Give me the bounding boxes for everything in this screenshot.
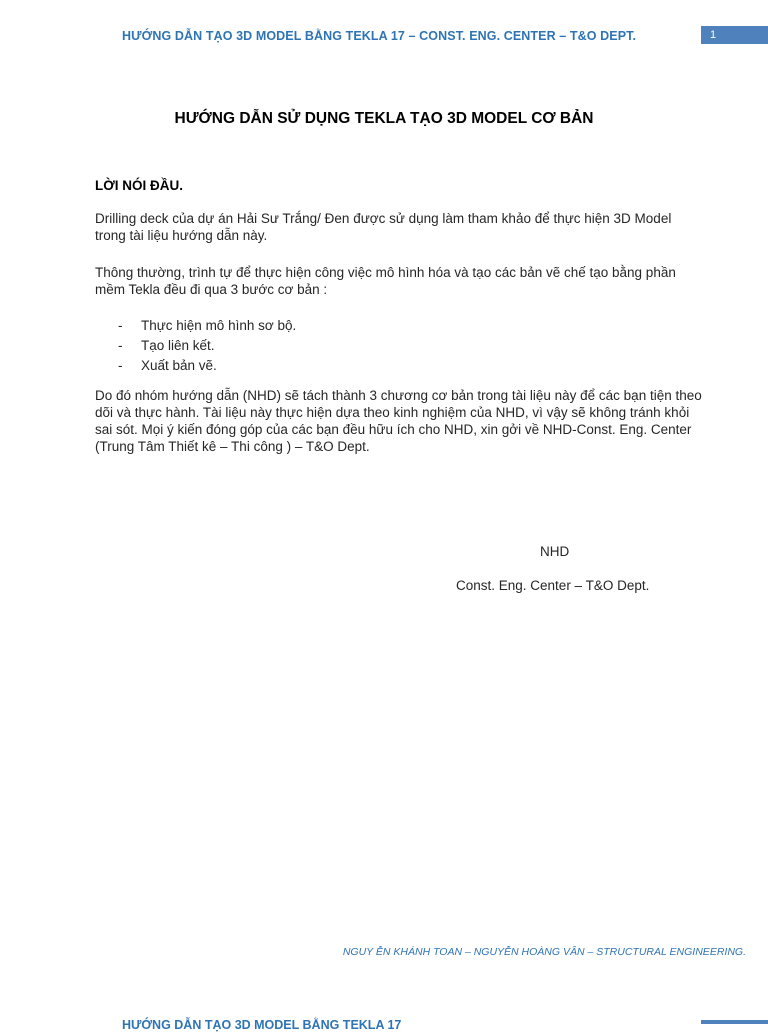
signature-organization: Const. Eng. Center – T&O Dept. (456, 578, 650, 593)
document-title: HƯỚNG DẪN SỬ DỤNG TEKLA TẠO 3D MODEL CƠ BẢN (174, 110, 594, 127)
next-page-edge (0, 1018, 768, 1032)
next-page-header-title: HƯỚNG DẪN TẠO 3D MODEL BẰNG TEKLA 17 (122, 1018, 402, 1032)
steps-list (118, 316, 296, 376)
list-item: - Thực hiện mô hình sơ bộ. (118, 316, 296, 336)
signature-name: NHD (540, 544, 570, 559)
page-header (0, 26, 768, 48)
paragraph-intro: Drilling deck của dự án Hải Sư Trắng/ Đen được sử dụng làm tham khảo để thực hiện 3D Model trong tài liệu hướng dẫn này. (95, 211, 672, 243)
page-footer: NGUY ỄN KHÁNH TOAN – NGUYỄN HOÀNG VÂN – STRUCTURAL ENGINEERING. (342, 946, 746, 958)
page-number-badge: 1 (701, 26, 768, 44)
paragraph-chapters: Do đó nhóm hướng dẫn (NHD) sẽ tách thành 3 chương cơ bản trong tài liệu này để các bạn tiện theo dõi và thực hành. Tài liệu này thực hiện dựa theo kinh nghiệm của NHD, vì vậy sẽ không tránh khỏi sai sót. Mọi ý kiến đóng góp của các bạn đều hữu ích cho NHD, xin gởi về NHD-Const. Eng. Center (Trung Tâm Thiết kê – Thi công ) – T&O Dept. (95, 388, 702, 454)
next-page-number-badge (701, 1020, 768, 1024)
list-item: - Tạo liên kết. (118, 336, 296, 356)
paragraph-process: Thông thường, trình tự để thực hiện công việc mô hình hóa và tạo các bản vẽ chế tạo bằng phần mềm Tekla đều đi qua 3 bước cơ bản : (95, 265, 676, 297)
header-title: HƯỚNG DẪN TẠO 3D MODEL BẰNG TEKLA 17 – CONST. ENG. CENTER – T&O DEPT. (122, 29, 637, 43)
list-item: - Xuất bản vẽ. (118, 356, 296, 376)
section-heading: LỜI NÓI ĐẦU. (95, 178, 184, 193)
